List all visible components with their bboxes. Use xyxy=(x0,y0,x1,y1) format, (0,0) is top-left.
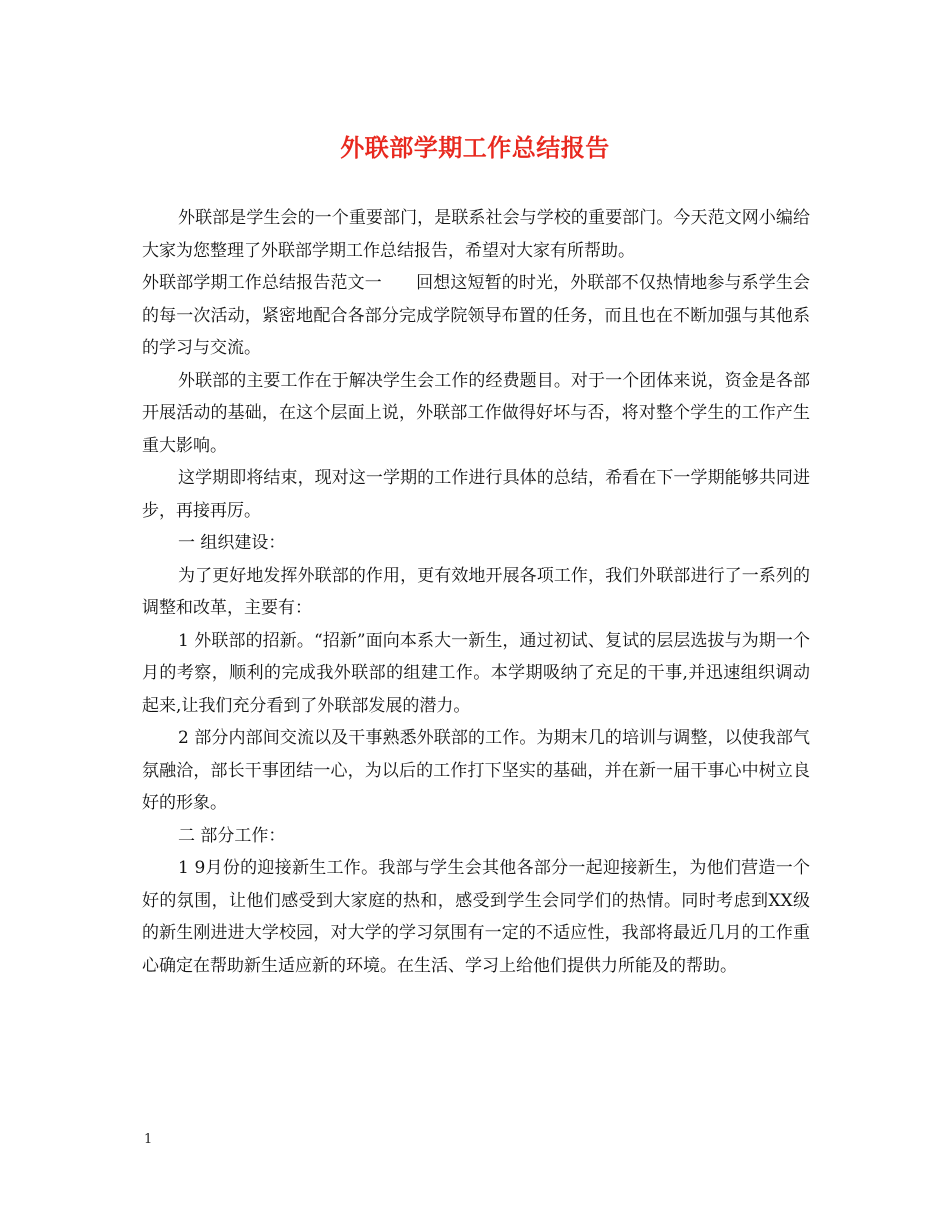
paragraph-intro: 外联部是学生会的一个重要部门，是联系社会与学校的重要部门。今天范文网小编给大家为您整理了外联部学期工作总结报告，希望对大家有所帮助。 xyxy=(142,208,810,261)
document-body xyxy=(142,202,810,982)
document-title: 外联部学期工作总结报告 xyxy=(340,133,610,162)
heading-department-work: 二 部分工作： xyxy=(178,825,286,846)
paragraph-internal-exchange: 2 部分内部间交流以及干事熟悉外联部的工作。为期末几的培训与调整，以使我部气氛融洽，部长干事团结一心，为以后的工作打下坚实的基础，并在新一届干事心中树立良好的形象。 xyxy=(142,728,810,813)
paragraph-reform: 为了更好地发挥外联部的作用，更有效地开展各项工作，我们外联部进行了一系列的调整和改革，主要有： xyxy=(142,565,810,618)
paragraph-sample-one: 外联部学期工作总结报告范文一 回想这短暂的时光，外联部不仅热情地参与系学生会的每一次活动，紧密地配合各部分完成学院领导布置的任务，而且也在不断加强与其他系的学习与交流。 xyxy=(142,273,810,358)
page-number: 1 xyxy=(144,1132,153,1147)
heading-organization: 一 组织建设： xyxy=(178,533,286,553)
paragraph-freshmen-welcome: 1 9月份的迎接新生工作。我部与学生会其他各部分一起迎接新生，为他们营造一个好的氛围，让他们感受到大家庭的热和，感受到学生会同学们的热情。同时考虑到XX级的新生刚进进大学校园，对大学的学习氛围有一定的不适应性，我部将最近几月的工作重心确定在帮助新生适应新的环境。在生活、学习上给他们提供力所能及的帮助。 xyxy=(142,858,810,976)
paragraph-funding: 外联部的主要工作在于解决学生会工作的经费题目。对于一个团体来说，资金是各部开展活动的基础，在这个层面上说，外联部工作做得好坏与否，将对整个学生的工作产生重大影响。 xyxy=(142,370,810,456)
paragraph-summary: 这学期即将结束，现对这一学期的工作进行具体的总结，希看在下一学期能够共同进步，再接再厉。 xyxy=(142,468,810,521)
paragraph-recruitment: 1 外联部的招新。“招新”面向本系大一新生，通过初试、复试的层层选拔与为期一个月的考察，顺利的完成我外联部的组建工作。本学期吸纳了充足的干事,并迅速组织调动起来,让我们充分看到了外联部发展的潜力。 xyxy=(142,630,810,716)
